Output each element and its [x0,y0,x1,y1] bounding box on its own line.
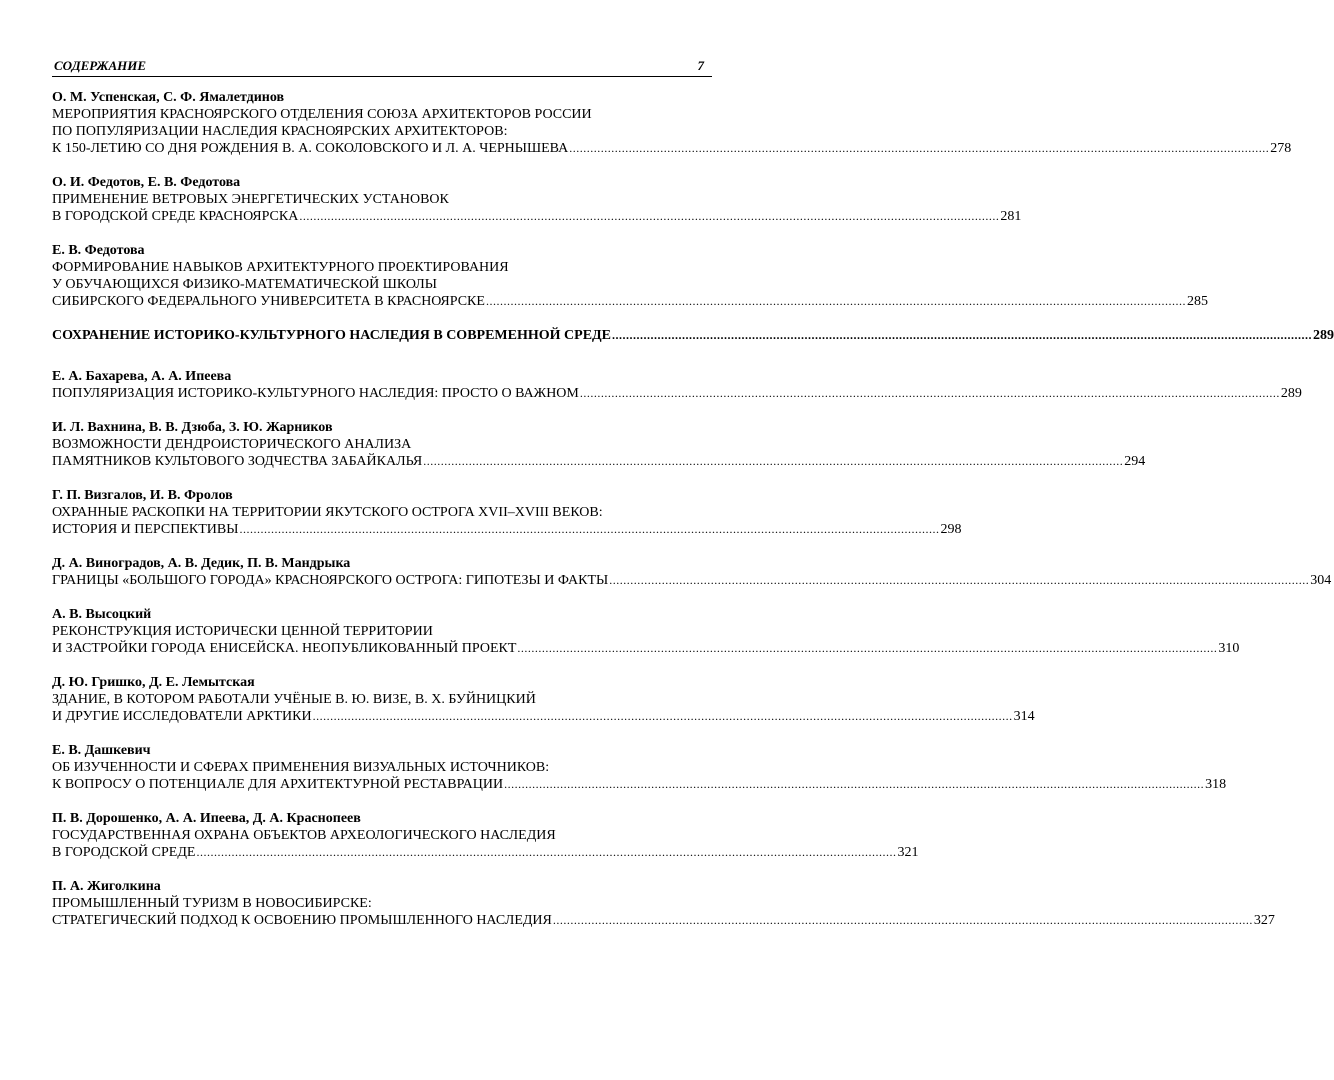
entry-title-line: ГОСУДАРСТВЕННАЯ ОХРАНА ОБЪЕКТОВ АРХЕОЛОГИЧЕСКОГО НАСЛЕДИЯ [52,828,556,843]
entry-authors: Д. Ю. Гришко, Д. Е. Лемытская [52,675,255,690]
entry-authors: Е. В. Федотова [52,243,145,258]
entry-title-line: СТРАТЕГИЧЕСКИЙ ПОДХОД К ОСВОЕНИЮ ПРОМЫШЛЕННОГО НАСЛЕДИЯ [52,913,552,928]
toc-section-heading[interactable] [52,327,1334,344]
leader-dots: ........................................................................................................................................................................................................ [569,141,1270,155]
entry-title-line: К ВОПРОСУ О ПОТЕНЦИАЛЕ ДЛЯ АРХИТЕКТУРНОЙ РЕСТАВРАЦИИ [52,777,504,792]
leader-dots: ........................................................................................................................................................................................................ [299,209,1000,223]
entry-authors: Г. П. Визгалов, И. В. Фролов [52,488,233,503]
entry-page: 304 [1310,573,1332,588]
toc-entry[interactable] [52,742,1227,793]
entry-title-line: СИБИРСКОГО ФЕДЕРАЛЬНОГО УНИВЕРСИТЕТА В КРАСНОЯРСКЕ [52,294,485,309]
toc-entry[interactable] [52,368,1302,402]
toc-entries-top [52,89,1292,310]
toc-entry[interactable] [52,810,919,861]
entry-title-last-line [52,385,1302,402]
entry-page: 285 [1186,294,1208,309]
entry-authors: О. М. Успенская, С. Ф. Ямалетдинов [52,90,285,105]
page-number: 7 [697,58,704,73]
entry-title-line: К 150-ЛЕТИЮ СО ДНЯ РОЖДЕНИЯ В. А. СОКОЛОВСКОГО И Л. А. ЧЕРНЫШЕВА [52,141,569,156]
toc-entry[interactable] [52,174,1022,225]
leader-dots: ........................................................................................................................................................................................................ [609,573,1310,587]
entry-title-line: ПРИМЕНЕНИЕ ВЕТРОВЫХ ЭНЕРГЕТИЧЕСКИХ УСТАНОВОК [52,192,449,207]
entry-page: 281 [1000,209,1022,224]
entry-page: 298 [940,522,962,537]
leader-dots: ........................................................................................................................................................................................................ [579,386,1280,400]
entry-title-last-line [52,640,1240,657]
entry-title-last-line [52,140,1292,157]
entry-authors: Д. А. Виноградов, А. В. Дедик, П. В. Мандрыка [52,556,351,571]
entry-title-line: ПАМЯТНИКОВ КУЛЬТОВОГО ЗОДЧЕСТВА ЗАБАЙКАЛЬЯ [52,454,423,469]
entry-title-line: ПОПУЛЯРИЗАЦИЯ ИСТОРИКО-КУЛЬТУРНОГО НАСЛЕДИЯ: ПРОСТО О ВАЖНОМ [52,386,579,401]
leader-dots: ........................................................................................................................................................................................................ [423,454,1124,468]
leader-dots: ........................................................................................................................................................................................................ [612,328,1313,342]
section-page: 289 [1313,328,1334,343]
entry-title-line: И ДРУГИЕ ИССЛЕДОВАТЕЛИ АРКТИКИ [52,709,312,724]
entry-title-line: ИСТОРИЯ И ПЕРСПЕКТИВЫ [52,522,239,537]
table-of-contents [52,89,1334,929]
entry-title-line: У ОБУЧАЮЩИХСЯ ФИЗИКО-МАТЕМАТИЧЕСКОЙ ШКОЛЫ [52,277,437,292]
entry-title-line: РЕКОНСТРУКЦИЯ ИСТОРИЧЕСКИ ЦЕННОЙ ТЕРРИТОРИИ [52,624,433,639]
entry-page: 310 [1218,641,1240,656]
entry-page: 327 [1253,913,1275,928]
entry-authors: Е. А. Бахарева, А. А. Ипеева [52,369,232,384]
leader-dots: ........................................................................................................................................................................................................ [239,522,940,536]
toc-entry[interactable] [52,89,1292,157]
toc-entry[interactable] [52,242,1208,310]
entry-authors: О. И. Федотов, Е. В. Федотова [52,175,241,190]
entry-page: 278 [1270,141,1292,156]
entry-title-line: ОБ ИЗУЧЕННОСТИ И СФЕРАХ ПРИМЕНЕНИЯ ВИЗУАЛЬНЫХ ИСТОЧНИКОВ: [52,760,550,775]
entry-title-last-line [52,453,1146,470]
entry-title-line: ГРАНИЦЫ «БОЛЬШОГО ГОРОДА» КРАСНОЯРСКОГО ОСТРОГА: ГИПОТЕЗЫ И ФАКТЫ [52,573,609,588]
entry-title-line: ПРОМЫШЛЕННЫЙ ТУРИЗМ В НОВОСИБИРСКЕ: [52,896,372,911]
document-page [52,58,1334,946]
leader-dots: ........................................................................................................................................................................................................ [196,845,897,859]
entry-title-last-line [52,844,919,861]
entry-authors: П. А. Жиголкина [52,879,161,894]
entry-page: 318 [1205,777,1227,792]
entry-page: 321 [897,845,919,860]
entry-authors: П. В. Дорошенко, А. А. Ипеева, Д. А. Краснопеев [52,811,361,826]
section-title: СОХРАНЕНИЕ ИСТОРИКО-КУЛЬТУРНОГО НАСЛЕДИЯ В СОВРЕМЕННОЙ СРЕДЕ [52,328,612,343]
leader-dots: ........................................................................................................................................................................................................ [485,294,1186,308]
toc-entry[interactable] [52,487,962,538]
entry-title-line: ФОРМИРОВАНИЕ НАВЫКОВ АРХИТЕКТУРНОГО ПРОЕКТИРОВАНИЯ [52,260,509,275]
entry-title-last-line [52,912,1275,929]
entry-page: 289 [1280,386,1302,401]
entry-authors: Е. В. Дашкевич [52,743,151,758]
leader-dots: ........................................................................................................................................................................................................ [552,913,1253,927]
entry-title-line: ВОЗМОЖНОСТИ ДЕНДРОИСТОРИЧЕСКОГО АНАЛИЗА [52,437,412,452]
entry-title-last-line [52,293,1208,310]
toc-entry[interactable] [52,555,1332,589]
entry-authors: И. Л. Вахнина, В. В. Дзюба, З. Ю. Жарников [52,420,333,435]
toc-entries-bottom [52,368,1332,929]
entry-title-line: В ГОРОДСКОЙ СРЕДЕ КРАСНОЯРСКА [52,209,299,224]
entry-title-last-line [52,208,1022,225]
entry-title-line: ОХРАННЫЕ РАСКОПКИ НА ТЕРРИТОРИИ ЯКУТСКОГО ОСТРОГА XVII–XVIII ВЕКОВ: [52,505,603,520]
entry-title-last-line [52,708,1035,725]
leader-dots: ........................................................................................................................................................................................................ [504,777,1205,791]
entry-title-last-line [52,572,1332,589]
toc-entry[interactable] [52,878,1275,929]
entry-authors: А. В. Высоцкий [52,607,152,622]
entry-title-last-line [52,521,962,538]
running-header-title: СОДЕРЖАНИЕ [54,58,147,73]
entry-title-line: ЗДАНИЕ, В КОТОРОМ РАБОТАЛИ УЧЁНЫЕ В. Ю. ВИЗЕ, В. Х. БУЙНИЦКИЙ [52,692,536,707]
entry-title-line: В ГОРОДСКОЙ СРЕДЕ [52,845,196,860]
entry-title-line: МЕРОПРИЯТИЯ КРАСНОЯРСКОГО ОТДЕЛЕНИЯ СОЮЗА АРХИТЕКТОРОВ РОССИИ [52,107,592,122]
entry-page: 294 [1124,454,1146,469]
entry-page: 314 [1013,709,1035,724]
toc-entry[interactable] [52,606,1240,657]
entry-title-line: ПО ПОПУЛЯРИЗАЦИИ НАСЛЕДИЯ КРАСНОЯРСКИХ АРХИТЕКТОРОВ: [52,124,508,139]
entry-title-line: И ЗАСТРОЙКИ ГОРОДА ЕНИСЕЙСКА. НЕОПУБЛИКОВАННЫЙ ПРОЕКТ [52,641,517,656]
toc-entry[interactable] [52,674,1035,725]
leader-dots: ........................................................................................................................................................................................................ [312,709,1013,723]
toc-entry[interactable] [52,419,1146,470]
running-header [52,58,712,77]
entry-title-last-line [52,776,1227,793]
leader-dots: ........................................................................................................................................................................................................ [517,641,1218,655]
